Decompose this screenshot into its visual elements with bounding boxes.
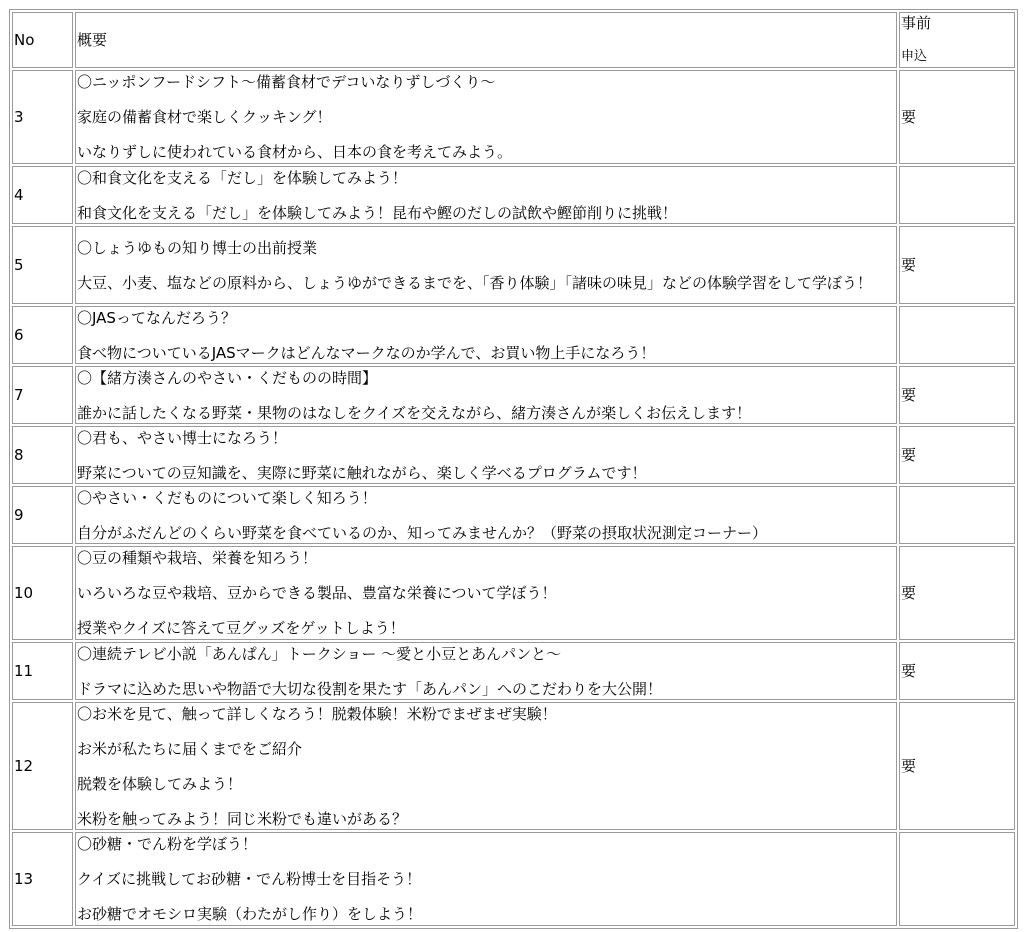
advance-application-required: 要 xyxy=(899,702,1015,830)
row-summary xyxy=(75,486,897,544)
event-description-line: いろいろな豆や栽培、豆からできる製品、豊富な栄養について学ぼう！ xyxy=(77,584,557,602)
row-number: 9 xyxy=(12,486,73,544)
table-row xyxy=(12,226,1015,304)
event-title: 〇和食文化を支える「だし」を体験してみよう！ xyxy=(77,168,408,187)
advance-application-required xyxy=(899,166,1015,224)
row-number: 10 xyxy=(12,546,73,640)
advance-application-required: 要 xyxy=(899,426,1015,484)
events-table-frame xyxy=(9,9,1018,929)
advance-application-required: 要 xyxy=(899,70,1015,164)
row-number: 4 xyxy=(12,166,73,224)
event-description-line: 誰かに話したくなる野菜・果物のはなしをクイズを交えながら、緒方湊さんが楽しくお伝えします！ xyxy=(77,403,752,422)
event-description-line: 食べ物についているJASマークはどんなマークなのか学んで、お買い物上手になろう！ xyxy=(77,343,656,362)
table-row xyxy=(12,366,1015,424)
event-description-line: お米が私たちに届くまでをご紹介 xyxy=(77,739,303,758)
table-row xyxy=(12,486,1015,544)
advance-application-required: 要 xyxy=(899,226,1015,304)
row-summary xyxy=(75,426,897,484)
events-table xyxy=(10,10,1017,928)
header-advance-line1: 事前 xyxy=(901,14,932,32)
row-summary xyxy=(75,546,897,640)
row-number: 12 xyxy=(12,702,73,830)
row-number: 3 xyxy=(12,70,73,164)
event-title: 〇やさい・くだものについて楽しく知ろう！ xyxy=(77,488,377,507)
event-description-line: 授業やクイズに答えて豆グッズをゲットしよう！ xyxy=(77,619,405,637)
event-description-line: 家庭の備蓄食材で楽しくクッキング！ xyxy=(77,108,332,126)
row-number: 7 xyxy=(12,366,73,424)
event-title: 〇ニッポンフードシフト～備蓄食材でデコいなりずしづくり～ xyxy=(77,73,496,91)
event-description-line: 米粉を触ってみよう！同じ米粉でも違いがある？ xyxy=(77,809,408,828)
row-number: 5 xyxy=(12,226,73,304)
row-number: 11 xyxy=(12,642,73,700)
row-summary xyxy=(75,226,897,304)
table-row xyxy=(12,306,1015,364)
advance-application-required: 要 xyxy=(899,366,1015,424)
event-title: 〇JASってなんだろう？ xyxy=(77,308,236,327)
event-title: 〇砂糖・でん粉を学ぼう！ xyxy=(77,835,258,853)
table-row xyxy=(12,642,1015,700)
event-title: 〇豆の種類や栽培、栄養を知ろう！ xyxy=(77,549,318,567)
event-title: 〇お米を見て、触って詳しくなろう！脱穀体験！米粉でまぜまぜ実験！ xyxy=(77,704,557,723)
row-number: 13 xyxy=(12,832,73,926)
event-description-line: クイズに挑戦してお砂糖・でん粉博士を目指そう！ xyxy=(77,870,422,888)
advance-application-required: 要 xyxy=(899,642,1015,700)
row-summary xyxy=(75,642,897,700)
row-number: 8 xyxy=(12,426,73,484)
event-description-line: 脱穀を体験してみよう！ xyxy=(77,774,243,793)
event-description-line: お砂糖でオモシロ実験（わたがし作り）をしよう！ xyxy=(77,905,423,923)
row-summary xyxy=(75,832,897,926)
event-description-line: いなりずしに使われている食材から、日本の食を考えてみよう。 xyxy=(77,143,513,161)
row-summary xyxy=(75,366,897,424)
table-row xyxy=(12,166,1015,224)
advance-application-required: 要 xyxy=(899,546,1015,640)
event-description-line: 大豆、小麦、塩などの原料から、しょうゆができるまでを、「香り体験」「諸味の味見」などの体験学習をして学ぼう！ xyxy=(77,273,873,292)
row-number: 6 xyxy=(12,306,73,364)
event-title: 〇君も、やさい博士になろう！ xyxy=(77,428,288,447)
row-summary xyxy=(75,306,897,364)
table-row xyxy=(12,546,1015,640)
row-summary xyxy=(75,702,897,830)
event-description-line: 自分がふだんどのくらい野菜を食べているのか、知ってみませんか？（野菜の摂取状況測定コーナー） xyxy=(77,523,768,542)
header-advance-line2: 申込 xyxy=(901,49,928,64)
advance-application-required xyxy=(899,306,1015,364)
table-row xyxy=(12,426,1015,484)
header-summary: 概要 xyxy=(75,12,897,68)
table-row xyxy=(12,702,1015,830)
event-description-line: 和食文化を支える「だし」を体験してみよう！昆布や鰹のだしの試飲や鰹節削りに挑戦！ xyxy=(77,203,678,222)
event-description-line: 野菜についての豆知識を、実際に野菜に触れながら、楽しく学べるプログラムです！ xyxy=(77,463,647,482)
table-header-row xyxy=(12,12,1015,68)
event-title: 〇【緒方湊さんのやさい・くだものの時間】 xyxy=(77,368,378,387)
header-no: No xyxy=(12,12,73,68)
table-row xyxy=(12,70,1015,164)
event-description-line: ドラマに込めた思いや物語で大切な役割を果たす「あんパン」へのこだわりを大公開！ xyxy=(77,679,663,698)
table-body xyxy=(12,70,1015,926)
row-summary xyxy=(75,166,897,224)
event-title: 〇しょうゆもの知り博士の出前授業 xyxy=(77,238,318,257)
event-title: 〇連続テレビ小説「あんぱん」トークショー ～愛と小豆とあんパンと～ xyxy=(77,644,562,663)
advance-application-required xyxy=(899,832,1015,926)
table-row xyxy=(12,832,1015,926)
advance-application-required xyxy=(899,486,1015,544)
row-summary xyxy=(75,70,897,164)
header-advance-application xyxy=(899,12,1015,68)
